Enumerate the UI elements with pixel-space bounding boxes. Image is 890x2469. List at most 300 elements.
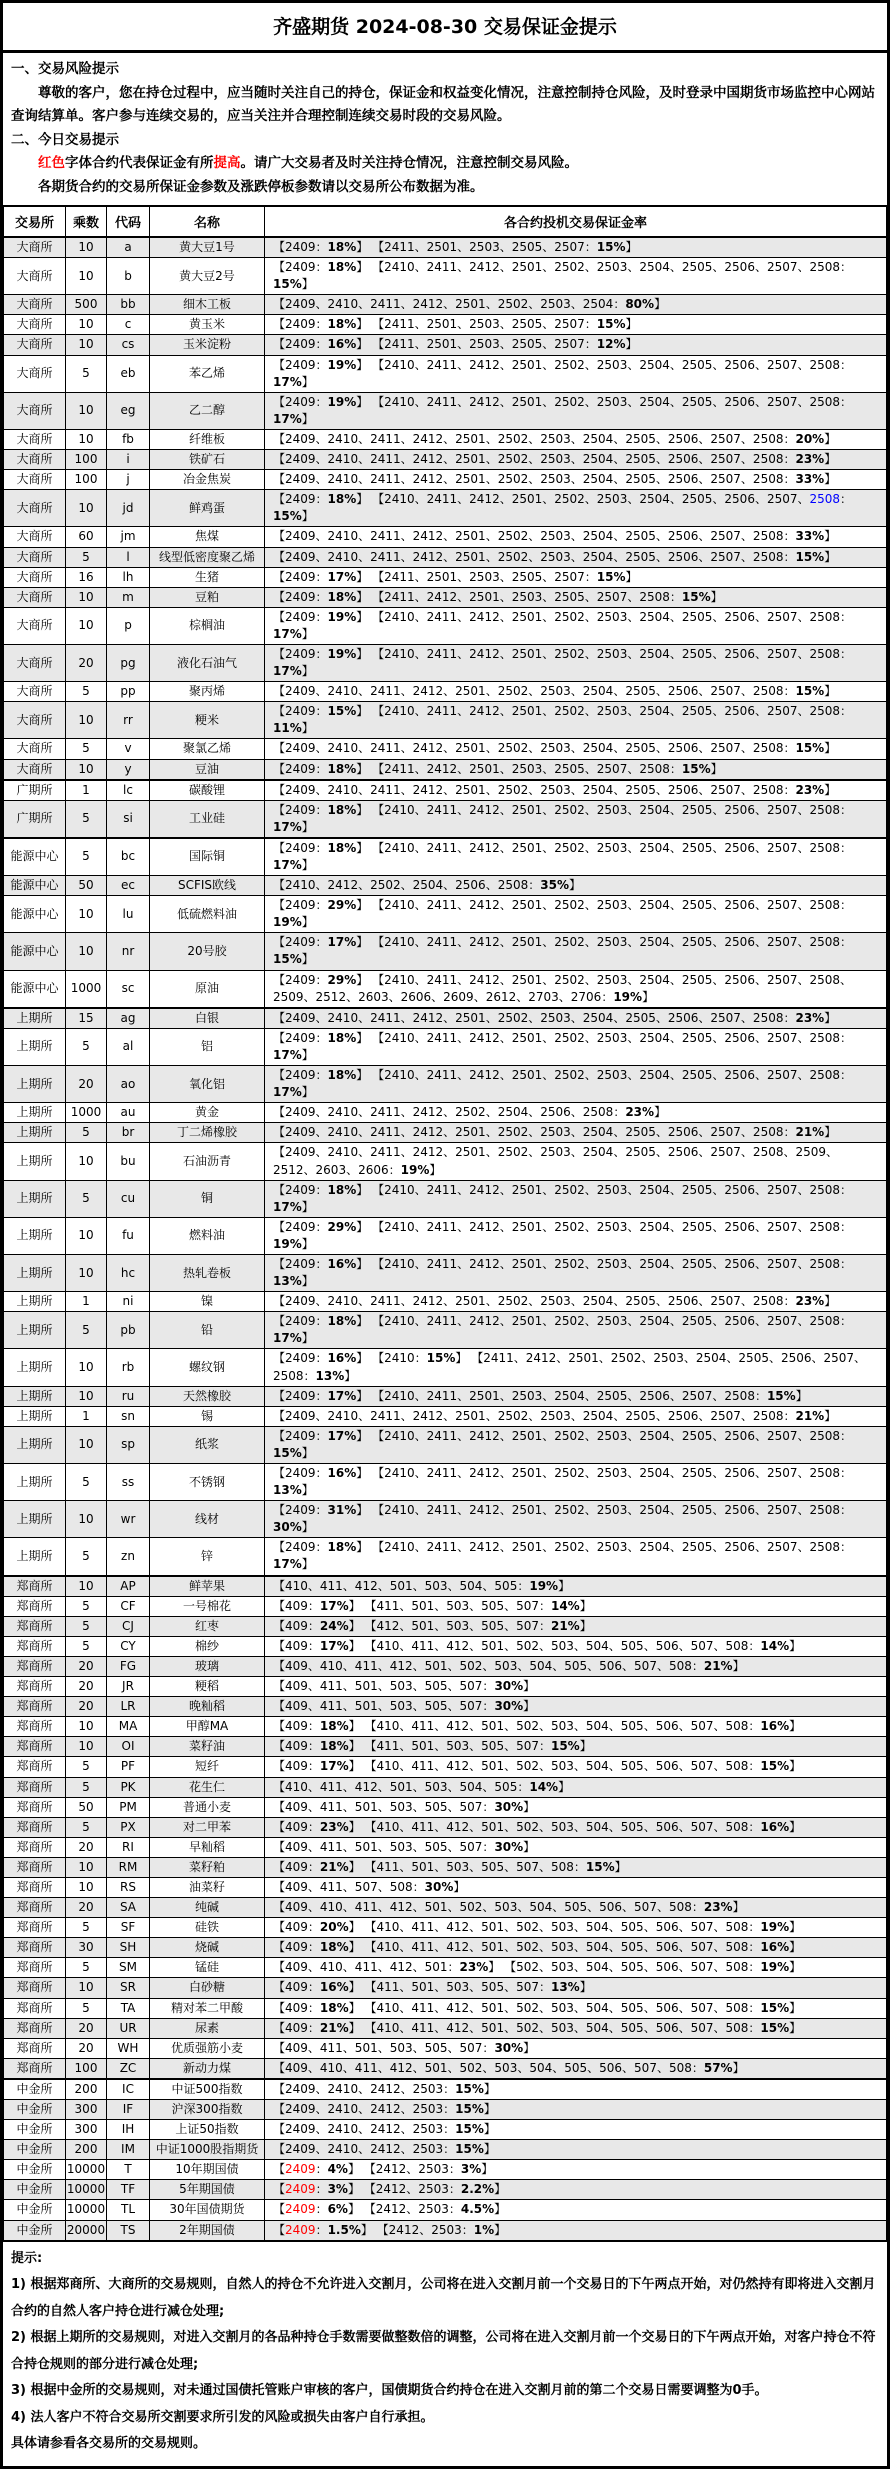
table-row (4, 1817, 887, 1837)
table-row (4, 1217, 887, 1254)
table-row (4, 2058, 887, 2079)
name-cell: 豆粕 (150, 587, 265, 607)
table-row (4, 1998, 887, 2018)
multiplier-cell: 1000 (66, 970, 107, 1008)
margin-rates-cell: 【409：21%】 【411、501、503、505、507、508：15%】 (265, 1857, 887, 1877)
exchange-cell: 大商所 (4, 490, 66, 527)
exchange-cell: 中金所 (4, 2100, 66, 2120)
table-row (4, 258, 887, 295)
code-cell: SF (107, 1918, 150, 1938)
multiplier-cell: 20 (66, 1898, 107, 1918)
name-cell: 冶金焦炭 (150, 470, 265, 490)
multiplier-cell: 10 (66, 1737, 107, 1757)
multiplier-cell: 20 (66, 2038, 107, 2058)
margin-rates-cell: 【2409：19%】 【2410、2411、2412、2501、2502、2503、2504、2505、2506、2507、2508：17%】 (265, 392, 887, 429)
exchange-cell: 能源中心 (4, 838, 66, 876)
margin-rates-cell: 【409：17%】 【411、501、503、505、507：14%】 (265, 1596, 887, 1616)
multiplier-cell: 20000 (66, 2220, 107, 2241)
table-row (4, 1797, 887, 1817)
risk-section-heading: 一、交易风险提示 (11, 61, 119, 77)
table-row (4, 2100, 887, 2120)
multiplier-cell: 16 (66, 567, 107, 587)
exchange-cell: 郑商所 (4, 2018, 66, 2038)
margin-rates-cell: 【2409：18%】 【2410、2411、2412、2501、2502、2503、2504、2505、2506、2507、2508：17%】 (265, 838, 887, 876)
multiplier-cell: 100 (66, 450, 107, 470)
margin-rates-cell: 【2409：17%】 【2410、2411、2501、2503、2504、2505、2506、2507、2508：15%】 (265, 1386, 887, 1406)
margin-rates-cell: 【2409、2410、2412、2503：15%】 (265, 2079, 887, 2100)
multiplier-cell: 10 (66, 429, 107, 449)
name-cell: 玉米淀粉 (150, 335, 265, 355)
name-cell: 锰硅 (150, 1958, 265, 1978)
table-row (4, 739, 887, 759)
code-cell: RS (107, 1877, 150, 1897)
multiplier-cell: 10 (66, 1978, 107, 1998)
name-cell: 油菜籽 (150, 1877, 265, 1897)
table-row (4, 1292, 887, 1312)
today-section-heading: 二、今日交易提示 (11, 131, 119, 148)
code-cell: OI (107, 1737, 150, 1757)
margin-rates-cell: 【2409：29%】 【2410、2411、2412、2501、2502、2503、2504、2505、2506、2507、2508：19%】 (265, 1217, 887, 1254)
exchange-cell: 中金所 (4, 2180, 66, 2200)
code-cell: p (107, 607, 150, 644)
code-cell: bu (107, 1143, 150, 1180)
table-row (4, 1616, 887, 1636)
name-cell: 精对苯二甲酸 (150, 1998, 265, 2018)
multiplier-cell: 5 (66, 838, 107, 876)
exchange-cell: 郑商所 (4, 1837, 66, 1857)
table-row (4, 547, 887, 567)
table-row (4, 1426, 887, 1463)
exchange-cell: 郑商所 (4, 1656, 66, 1676)
table-row (4, 1697, 887, 1717)
multiplier-cell: 10 (66, 702, 107, 739)
code-cell: LR (107, 1697, 150, 1717)
code-cell: bc (107, 838, 150, 876)
table-row (4, 1066, 887, 1103)
multiplier-cell: 5 (66, 1817, 107, 1837)
margin-rates-cell: 【2409：18%】 【2410、2411、2412、2501、2502、2503、2504、2505、2506、2507、2508：17%】 (265, 1538, 887, 1576)
name-cell: 10年期国债 (150, 2160, 265, 2180)
name-cell: 天然橡胶 (150, 1386, 265, 1406)
multiplier-cell: 200 (66, 2079, 107, 2100)
exchange-cell: 上期所 (4, 1464, 66, 1501)
exchange-cell: 中金所 (4, 2140, 66, 2160)
table-row (4, 1777, 887, 1797)
margin-rates-cell: 【2409、2410、2411、2412、2501、2502、2503、2504、2505、2506、2507、2508：15%】 (265, 739, 887, 759)
code-cell: MA (107, 1717, 150, 1737)
table-row (4, 1677, 887, 1697)
margin-rates-cell: 【409：24%】 【412、501、503、505、507：21%】 (265, 1616, 887, 1636)
table-row (4, 1386, 887, 1406)
margin-rates-cell: 【2409：19%】 【2410、2411、2412、2501、2502、2503、2504、2505、2506、2507、2508：17%】 (265, 607, 887, 644)
margin-rates-cell: 【2409：4%】 【2412、2503：3%】 (265, 2160, 887, 2180)
multiplier-cell: 10 (66, 1349, 107, 1386)
exchange-cell: 中金所 (4, 2079, 66, 2100)
multiplier-cell: 5 (66, 1616, 107, 1636)
multiplier-cell: 5 (66, 355, 107, 392)
code-cell: RM (107, 1857, 150, 1877)
table-row (4, 1008, 887, 1029)
exchange-cell: 上期所 (4, 1312, 66, 1349)
exchange-cell: 郑商所 (4, 1697, 66, 1717)
name-cell: 石油沥青 (150, 1143, 265, 1180)
exchange-cell: 大商所 (4, 644, 66, 681)
exchange-cell: 上期所 (4, 1292, 66, 1312)
name-cell: 线型低密度聚乙烯 (150, 547, 265, 567)
margin-rates-cell: 【2409、2410、2411、2412、2501、2502、2503、2504：80%】 (265, 295, 887, 315)
exchange-cell: 能源中心 (4, 896, 66, 933)
multiplier-cell: 20 (66, 1066, 107, 1103)
margin-rates-cell: 【2409：18%】 【2410、2411、2412、2501、2502、2503、2504、2505、2506、2507、2508：15%】 (265, 490, 887, 527)
name-cell: 2年期国债 (150, 2220, 265, 2241)
code-cell: v (107, 739, 150, 759)
multiplier-cell: 20 (66, 1837, 107, 1857)
exchange-cell: 大商所 (4, 759, 66, 780)
exchange-cell: 大商所 (4, 682, 66, 702)
name-cell: 生猪 (150, 567, 265, 587)
exchange-cell: 郑商所 (4, 1797, 66, 1817)
code-cell: fb (107, 429, 150, 449)
margin-rates-cell: 【2409、2410、2411、2412、2501、2502、2503、2504、2505、2506、2507、2508、2509、2512、2603、2606：19%】 (265, 1143, 887, 1180)
exchange-cell: 大商所 (4, 739, 66, 759)
code-cell: CF (107, 1596, 150, 1616)
name-cell: 镍 (150, 1292, 265, 1312)
margin-rates-cell: 【409、410、411、412、501：23%】 【502、503、504、505、506、507、508：19%】 (265, 1958, 887, 1978)
raise-notice-line (11, 152, 879, 176)
code-cell: IH (107, 2120, 150, 2140)
code-cell: cs (107, 335, 150, 355)
margin-rates-cell: 【409、411、501、503、505、507：30%】 (265, 1837, 887, 1857)
margin-rates-cell: 【2409：17%】 【2410、2411、2412、2501、2502、2503、2504、2505、2506、2507、2508：15%】 (265, 933, 887, 970)
name-cell: 甲醇MA (150, 1717, 265, 1737)
margin-rates-cell: 【410、411、412、501、503、504、505：19%】 (265, 1576, 887, 1597)
multiplier-cell: 5 (66, 800, 107, 838)
margin-rates-cell: 【2409、2410、2411、2412、2501、2502、2503、2504、2505、2506、2507、2508：23%】 (265, 780, 887, 801)
table-row (4, 1312, 887, 1349)
risk-paragraph: 尊敬的客户，您在持仓过程中，应当随时关注自己的持仓，保证金和权益变化情况，注意控制持仓风险，及时登录中国期货市场监控中心网站查询结算单。客户参与连续交易的，应当关注并合理控制连续交易时段的交易风险。 (11, 84, 875, 124)
multiplier-cell: 5 (66, 1636, 107, 1656)
name-cell: 白银 (150, 1008, 265, 1029)
table-row (4, 702, 887, 739)
table-row (4, 1501, 887, 1538)
table-row (4, 527, 887, 547)
exchange-cell: 郑商所 (4, 1978, 66, 1998)
name-cell: 白砂糖 (150, 1978, 265, 1998)
margin-rates-cell: 【2409、2410、2412、2503：15%】 (265, 2140, 887, 2160)
exchange-cell: 大商所 (4, 355, 66, 392)
footer-note-4: 4) 法人客户不符合交易所交割要求所引发的风险或损失由客户自行承担。 (11, 2409, 434, 2425)
margin-rates-cell: 【2409：18%】 【2411、2501、2503、2505、2507：15%】 (265, 237, 887, 258)
code-cell: jd (107, 490, 150, 527)
code-cell: nr (107, 933, 150, 970)
table-row (4, 644, 887, 681)
name-cell: 锌 (150, 1538, 265, 1576)
table-row (4, 876, 887, 896)
name-cell: 中证1000股指期货 (150, 2140, 265, 2160)
table-row (4, 1143, 887, 1180)
exchange-cell: 上期所 (4, 1180, 66, 1217)
table-row (4, 1464, 887, 1501)
name-cell: 早籼稻 (150, 1837, 265, 1857)
code-cell: AP (107, 1576, 150, 1597)
name-cell: 铝 (150, 1028, 265, 1065)
code-cell: ni (107, 1292, 150, 1312)
margin-rates-cell: 【2409：19%】 【2410、2411、2412、2501、2502、2503、2504、2505、2506、2507、2508：17%】 (265, 355, 887, 392)
name-cell: 线材 (150, 1501, 265, 1538)
name-cell: 一号棉花 (150, 1596, 265, 1616)
multiplier-cell: 500 (66, 295, 107, 315)
table-row (4, 2018, 887, 2038)
exchange-cell: 郑商所 (4, 1636, 66, 1656)
margin-rates-cell: 【2409：16%】 【2410：15%】 【2411、2412、2501、2502、2503、2504、2505、2506、2507、2508：13%】 (265, 1349, 887, 1386)
table-row (4, 1717, 887, 1737)
multiplier-cell: 10 (66, 896, 107, 933)
multiplier-cell: 5 (66, 1538, 107, 1576)
multiplier-cell: 5 (66, 1123, 107, 1143)
margin-rates-cell: 【2409：6%】 【2412、2503：4.5%】 (265, 2200, 887, 2220)
name-cell: 粳稻 (150, 1677, 265, 1697)
exchange-cell: 大商所 (4, 258, 66, 295)
margin-rates-cell: 【409、411、507、508：30%】 (265, 1877, 887, 1897)
exchange-cell: 大商所 (4, 470, 66, 490)
intro-section (3, 53, 887, 205)
exchange-cell: 上期所 (4, 1123, 66, 1143)
exchange-cell: 大商所 (4, 335, 66, 355)
name-cell: 20号胶 (150, 933, 265, 970)
multiplier-cell: 10 (66, 315, 107, 335)
table-row (4, 355, 887, 392)
table-row (4, 1576, 887, 1597)
code-cell: eb (107, 355, 150, 392)
table-row (4, 1837, 887, 1857)
multiplier-cell: 5 (66, 547, 107, 567)
table-row (4, 2220, 887, 2241)
multiplier-cell: 10 (66, 759, 107, 780)
red-keyword-raise: 提高 (213, 155, 241, 171)
margin-rates-cell: 【409、411、501、503、505、507：30%】 (265, 2038, 887, 2058)
margin-rates-cell: 【2409：18%】 【2411、2501、2503、2505、2507：15%】 (265, 315, 887, 335)
code-cell: sp (107, 1426, 150, 1463)
code-cell: al (107, 1028, 150, 1065)
multiplier-cell: 10 (66, 1857, 107, 1877)
code-cell: ss (107, 1464, 150, 1501)
name-cell: 聚氯乙烯 (150, 739, 265, 759)
exchange-cell: 能源中心 (4, 933, 66, 970)
multiplier-cell: 10000 (66, 2160, 107, 2180)
name-cell: 5年期国债 (150, 2180, 265, 2200)
code-cell: m (107, 587, 150, 607)
code-cell: y (107, 759, 150, 780)
margin-rates-cell: 【2409：19%】 【2410、2411、2412、2501、2502、2503、2504、2505、2506、2507、2508：17%】 (265, 644, 887, 681)
multiplier-cell: 10 (66, 1877, 107, 1897)
margin-rates-cell: 【2409：31%】 【2410、2411、2412、2501、2502、2503、2504、2505、2506、2507、2508：30%】 (265, 1501, 887, 1538)
code-cell: SM (107, 1958, 150, 1978)
exchange-cell: 大商所 (4, 587, 66, 607)
margin-rates-cell: 【2409、2410、2411、2412、2501、2502、2503、2504、2505、2506、2507、2508：23%】 (265, 450, 887, 470)
code-cell: hc (107, 1254, 150, 1291)
table-row (4, 587, 887, 607)
code-cell: PX (107, 1817, 150, 1837)
multiplier-cell: 300 (66, 2100, 107, 2120)
code-cell: zn (107, 1538, 150, 1576)
code-cell: lc (107, 780, 150, 801)
multiplier-cell: 100 (66, 2058, 107, 2079)
code-cell: CJ (107, 1616, 150, 1636)
multiplier-cell: 10 (66, 1717, 107, 1737)
code-cell: b (107, 258, 150, 295)
code-cell: TF (107, 2180, 150, 2200)
code-cell: ag (107, 1008, 150, 1029)
table-row (4, 2160, 887, 2180)
table-row (4, 1538, 887, 1576)
code-cell: bb (107, 295, 150, 315)
multiplier-cell: 15 (66, 1008, 107, 1029)
name-cell: 黄大豆2号 (150, 258, 265, 295)
table-row (4, 2038, 887, 2058)
exchange-cell: 大商所 (4, 315, 66, 335)
margin-rates-cell: 【409：17%】 【410、411、412、501、502、503、504、505、506、507、508：14%】 (265, 1636, 887, 1656)
table-header-row (4, 206, 887, 237)
exchange-cell: 大商所 (4, 607, 66, 644)
code-cell: au (107, 1103, 150, 1123)
margin-rates-cell: 【2410、2412、2502、2504、2506、2508：35%】 (265, 876, 887, 896)
exchange-cell: 郑商所 (4, 1958, 66, 1978)
exchange-cell: 上期所 (4, 1254, 66, 1291)
name-cell: 棕榈油 (150, 607, 265, 644)
footer-note-1: 1) 根据郑商所、大商所的交易规则，自然人的持仓不允许进入交割月，公司将在进入交割月前一个交易日的下午两点开始，对仍然持有即将进入交割月合约的自然人客户持仓进行减仓处理; (11, 2277, 876, 2319)
name-cell: 细木工板 (150, 295, 265, 315)
code-cell: sn (107, 1406, 150, 1426)
margin-rates-cell: 【409：18%】 【411、501、503、505、507：15%】 (265, 1737, 887, 1757)
exchange-cell: 大商所 (4, 295, 66, 315)
margin-rates-cell: 【2409：18%】 【2410、2411、2412、2501、2502、2503、2504、2505、2506、2507、2508：15%】 (265, 258, 887, 295)
multiplier-cell: 20 (66, 1656, 107, 1676)
margin-rates-cell: 【409、411、501、503、505、507：30%】 (265, 1697, 887, 1717)
margin-rates-cell: 【409：21%】 【410、411、412、501、502、503、504、505、506、507、508：15%】 (265, 2018, 887, 2038)
code-cell: rr (107, 702, 150, 739)
exchange-cell: 上期所 (4, 1008, 66, 1029)
code-cell: lu (107, 896, 150, 933)
multiplier-cell: 10 (66, 237, 107, 258)
exchange-cell: 郑商所 (4, 1757, 66, 1777)
name-cell: 黄金 (150, 1103, 265, 1123)
exchange-cell: 郑商所 (4, 1596, 66, 1616)
table-row (4, 780, 887, 801)
table-row (4, 450, 887, 470)
multiplier-cell: 5 (66, 1958, 107, 1978)
margin-rates-cell: 【409：20%】 【410、411、412、501、502、503、504、505、506、507、508：19%】 (265, 1918, 887, 1938)
name-cell: 低硫燃料油 (150, 896, 265, 933)
table-row (4, 1938, 887, 1958)
margin-rates-cell: 【2409、2410、2411、2412、2501、2502、2503、2504、2505、2506、2507、2508：15%】 (265, 682, 887, 702)
params-notice-line: 各期货合约的交易所保证金参数及涨跌停板参数请以交易所公布数据为准。 (38, 178, 484, 195)
exchange-cell: 上期所 (4, 1103, 66, 1123)
code-cell: TS (107, 2220, 150, 2241)
name-cell: 30年国债期货 (150, 2200, 265, 2220)
name-cell: 氧化铝 (150, 1066, 265, 1103)
multiplier-cell: 10 (66, 1576, 107, 1597)
name-cell: 锡 (150, 1406, 265, 1426)
exchange-cell: 中金所 (4, 2200, 66, 2220)
exchange-cell: 郑商所 (4, 1677, 66, 1697)
code-cell: IC (107, 2079, 150, 2100)
exchange-cell: 郑商所 (4, 1717, 66, 1737)
exchange-cell: 上期所 (4, 1501, 66, 1538)
code-cell: sc (107, 970, 150, 1008)
margin-rates-cell: 【2409：18%】 【2411、2412、2501、2503、2505、2507、2508：15%】 (265, 587, 887, 607)
code-cell: SA (107, 1898, 150, 1918)
margin-rates-cell: 【409、410、411、412、501、502、503、504、505、506、507、508：57%】 (265, 2058, 887, 2079)
multiplier-cell: 300 (66, 2120, 107, 2140)
code-cell: IF (107, 2100, 150, 2120)
exchange-cell: 大商所 (4, 547, 66, 567)
exchange-cell: 大商所 (4, 392, 66, 429)
exchange-cell: 上期所 (4, 1066, 66, 1103)
name-cell: 花生仁 (150, 1777, 265, 1797)
name-cell: 液化石油气 (150, 644, 265, 681)
code-cell: IM (107, 2140, 150, 2160)
table-row (4, 237, 887, 258)
footer-note-3: 3) 根据中金所的交易规则，对未通过国债托管账户审核的客户，国债期货合约持仓在进入交割月前的第二个交易日需要调整为0手。 (11, 2383, 768, 2399)
exchange-cell: 能源中心 (4, 970, 66, 1008)
name-cell: 菜籽粕 (150, 1857, 265, 1877)
table-row (4, 2200, 887, 2220)
margin-rates-cell: 【2409：18%】 【2410、2411、2412、2501、2502、2503、2504、2505、2506、2507、2508：17%】 (265, 800, 887, 838)
margin-rates-cell: 【409：18%】 【410、411、412、501、502、503、504、505、506、507、508：16%】 (265, 1938, 887, 1958)
margin-rates-cell: 【2409：17%】 【2410、2411、2412、2501、2502、2503、2504、2505、2506、2507、2508：15%】 (265, 1426, 887, 1463)
table-row (4, 1918, 887, 1938)
name-cell: 短纤 (150, 1757, 265, 1777)
footer-closing: 具体请参看各交易所的交易规则。 (11, 2436, 207, 2452)
multiplier-cell: 5 (66, 1596, 107, 1616)
table-row (4, 607, 887, 644)
name-cell: 鲜鸡蛋 (150, 490, 265, 527)
exchange-cell: 上期所 (4, 1217, 66, 1254)
name-cell: 苯乙烯 (150, 355, 265, 392)
margin-rates-cell: 【2409：18%】 【2411、2412、2501、2503、2505、2507、2508：15%】 (265, 759, 887, 780)
code-cell: lh (107, 567, 150, 587)
multiplier-cell: 10 (66, 933, 107, 970)
multiplier-cell: 5 (66, 682, 107, 702)
multiplier-cell: 10 (66, 392, 107, 429)
code-cell: TL (107, 2200, 150, 2220)
column-header-name: 名称 (150, 206, 265, 237)
code-cell: pb (107, 1312, 150, 1349)
margin-table-body (4, 237, 887, 2241)
margin-rates-cell: 【2409、2410、2411、2412、2501、2502、2503、2504、2505、2506、2507、2508：23%】 (265, 1292, 887, 1312)
multiplier-cell: 20 (66, 1697, 107, 1717)
name-cell: 丁二烯橡胶 (150, 1123, 265, 1143)
code-cell: RI (107, 1837, 150, 1857)
margin-rates-cell: 【409：16%】 【411、501、503、505、507：13%】 (265, 1978, 887, 1998)
name-cell: 粳米 (150, 702, 265, 739)
exchange-cell: 广期所 (4, 800, 66, 838)
margin-rates-cell: 【2409、2410、2411、2412、2502、2504、2506、2508：23%】 (265, 1103, 887, 1123)
code-cell: CY (107, 1636, 150, 1656)
multiplier-cell: 10 (66, 1426, 107, 1463)
column-header-multiplier: 乘数 (66, 206, 107, 237)
multiplier-cell: 10 (66, 1386, 107, 1406)
code-cell: SR (107, 1978, 150, 1998)
multiplier-cell: 30 (66, 1938, 107, 1958)
footer-note-2: 2) 根据上期所的交易规则，对进入交割月的各品种持仓手数需要做整数倍的调整，公司将在进入交割月前一个交易日的下午两点开始，对客户持仓不符合持仓规则的部分进行减仓处理; (11, 2330, 876, 2372)
margin-rates-cell: 【2409、2410、2411、2412、2501、2502、2503、2504、2505、2506、2507、2508：23%】 (265, 1008, 887, 1029)
multiplier-cell: 10 (66, 335, 107, 355)
exchange-cell: 郑商所 (4, 1918, 66, 1938)
table-row (4, 1898, 887, 1918)
name-cell: 螺纹钢 (150, 1349, 265, 1386)
table-row (4, 429, 887, 449)
